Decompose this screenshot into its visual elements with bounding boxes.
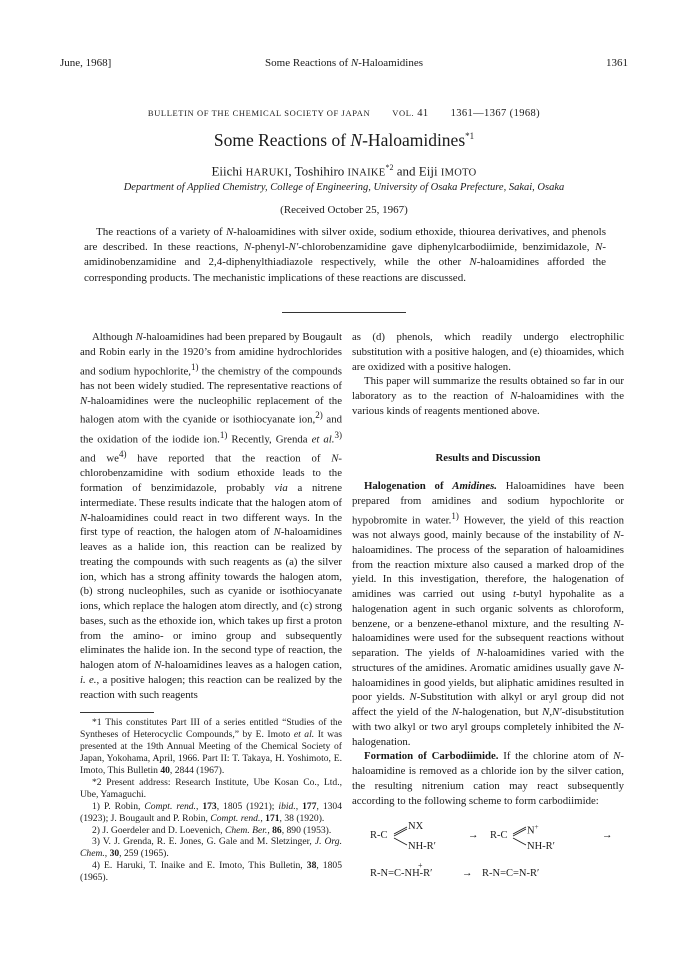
scheme-arrow-1: → [468, 830, 479, 842]
halogenation-heading: Halogenation of Amidines. [364, 480, 497, 493]
running-head-page-number: 1361 [606, 57, 628, 69]
carbodiimide-paragraph: Formation of Carbodiimide. If the chlorine atom of N-haloamidine is removed as a chloride ion by the silver cation, the resulting nitrenium cation may react subsequently according to the following scheme to form carbodiimide: [352, 750, 624, 807]
abstract: The reactions of a variety of N-haloamidines with silver oxide, sodium ethoxide, thiourea derivatives, and phenols are described. In these reactions, N-phenyl-N′-chlorobenzamidine gave diphenylcarbodiimide, benzimidazole, N-amidinobenzamidine and 2,4-diphenylthiadiazole respectively, while the other N-haloamidines afforded the corresponding products. The mechanistic implications of these reactions are discussed. [84, 226, 607, 284]
scheme-arrow-3: → [462, 868, 473, 880]
volume-number: 41 [417, 108, 429, 119]
scheme-r-c-1: R-C [370, 830, 388, 842]
page-range: 1361—1367 (1968) [450, 108, 541, 119]
author-list: Eiichi HARUKI, Toshihiro INAIKE$^{*2}$ and Eiji IMOTO [211, 163, 477, 179]
journal-name: BULLETIN OF THE CHEMICAL SOCIETY OF JAPAN [147, 108, 371, 118]
scheme-nitrenium: N+ [527, 823, 539, 837]
paper-title: Some Reactions of N-Haloamidines$^{*1}$ [213, 130, 475, 150]
reference-4: 4) E. Haruki, T. Inaike and E. Imoto, This Bulletin, 38, 1805 (1965). [80, 860, 342, 884]
reference-2: 2) J. Goerdeler and D. Loevenich, Chem. Ber., 86, 890 (1953). [92, 824, 332, 836]
affiliation: Department of Applied Chemistry, College of Engineering, University of Osaka Prefecture, Sakai, Osaka [123, 182, 565, 193]
scheme-nhr-2: NH-R′ [527, 841, 555, 853]
scheme-cation: R-N=C-NH-R′ [370, 868, 433, 880]
running-head [60, 57, 628, 73]
right-column [352, 330, 624, 888]
scheme-nhr-1: NH-R′ [408, 841, 436, 853]
scheme-plus-charge: + [418, 861, 423, 871]
received-date: (Received October 25, 1967) [280, 204, 408, 216]
left-column [80, 330, 342, 884]
volume-label: VOL. [392, 108, 415, 118]
footnote-1: *1 This constitutes Part III of a series entitled “Studies of the Syntheses of Heterocyclic Compounds,” by E. Imoto et al. It was presented at the 19th Annual Meeting of the Chemical Society of Japan, Yokohama, April, 1966. Part II: T. Takaya, H. Yoshimoto, E. Imoto, This Bulletin 40, 2844 (1967). [80, 717, 343, 776]
intro-paragraph: Although N-haloamidines had been prepared by Bougault and Robin early in the 1920’s from amidine hydrochlorides and sodium hypochlorite,$^{1)}$ the chemistry of the compounds has not been widely studied. The representative reactions of N-haloamidines were the nucleophilic replacement of the halogen atom with the cyanide or isothiocyanate ion,$^{2)}$ and the oxidation of the iodide ion.$^{1)}$ Recently, Grenda et al.$^{3)}$ and $we^{4)}$ have reported that the reaction of N-chlorobenzamidine with sodium ethoxide leads to the formation of benzimidazole, probably via a nitrene intermediate. These results indicate that the halogen atom of N-haloamidines could react in two different ways. In the first type of reaction, the halogen atom of N-haloamidines leaves as a halide ion, this reaction can be realized by treating the compounds with such reagents as (a) the silver ion, which has a strong affinity towards the halogen atom, (b) strong nucleophiles, such as cyanide or isothiocyanate ions, which replace the halogen atom directly, and (c) strong bases, such as the ethoxide ion, which takes up first a proton from the amino- or imino group and subsequently eliminates the halide ion. In the second type of reaction, the halogen atom of N-haloamidines leaves as a halogen cation, i. e., a positive halogen; this reaction can be realized by the reaction with such reagents [80, 331, 343, 701]
running-head-title: Some Reactions of N-Haloamidines [265, 57, 423, 69]
reference-3: 3) V. J. Grenda, R. E. Jones, G. Gale and M. Sletzinger, J. Org. Chem., 30, 259 (1965). [80, 836, 342, 860]
footnote-divider [80, 712, 154, 713]
scheme-arrow-2: → [602, 830, 613, 842]
footnotes [80, 717, 342, 884]
carbodiimide-heading: Formation of Carbodiimide. [364, 750, 499, 763]
right-paragraph-2: This paper will summarize the results obtained so far in our laboratory as to the reaction of N-haloamidines with the various kinds of reagents mentioned above. [352, 375, 624, 417]
halogenation-paragraph: Halogenation of Amidines. Haloamidines have been prepared from amidines and sodium hypochlorite or hypobromite in water.$^{1)}$ However, the yield of this reaction was not always good, mainly because of the instability of N-haloamidines. The process of the separation of haloamidines from the reaction mixture also caused a marked drop of the yield. In this investigation, therefore, the halogenation of amidines was carried out using t-butyl hypohalite as a halogenation agent in such organic solvents as chloroform, benzene, or a benzene-ethanol mixture, and the resulting N-haloamidines were used for the subsequent reactions without separation. The yields of N-haloamidines varied with the structures of the amidines. Aromatic amidines usually gave N-haloamidines in good yields, but aliphatic amidines resulted in poor yields. N-Substitution with alkyl or aryl group did not affect the yield of the N-halogenation, but N,N′-disubstitution with two alkyl or two aryl groups completely inhibited the N-halogenation. [352, 480, 624, 748]
running-head-date: June, 1968] [60, 57, 112, 69]
abstract-divider [282, 312, 406, 313]
footnote-2: *2 Present address: Research Institute, Ube Kosan Co., Ltd., Ube, Yamaguchi. [80, 776, 342, 800]
scheme-r-c-2: R-C [490, 830, 508, 842]
journal-line [0, 108, 688, 119]
scheme-carbodiimide: R-N=C=N-R′ [482, 868, 540, 880]
right-paragraph-1: as (d) phenols, which readily undergo electrophilic substitution with a positive halogen, and (e) thioamides, which are oxidized with a positive halogen. [352, 331, 624, 373]
reference-1: 1) P. Robin, Compt. rend., 173, 1805 (1921); ibid., 177, 1304 (1923); J. Bougault and P. Robin, Compt. rend., 171, 38 (1920). [80, 800, 343, 824]
reaction-scheme [352, 822, 624, 888]
scheme-nx: NX [408, 821, 424, 833]
section-heading: Results and Discussion [435, 451, 541, 464]
